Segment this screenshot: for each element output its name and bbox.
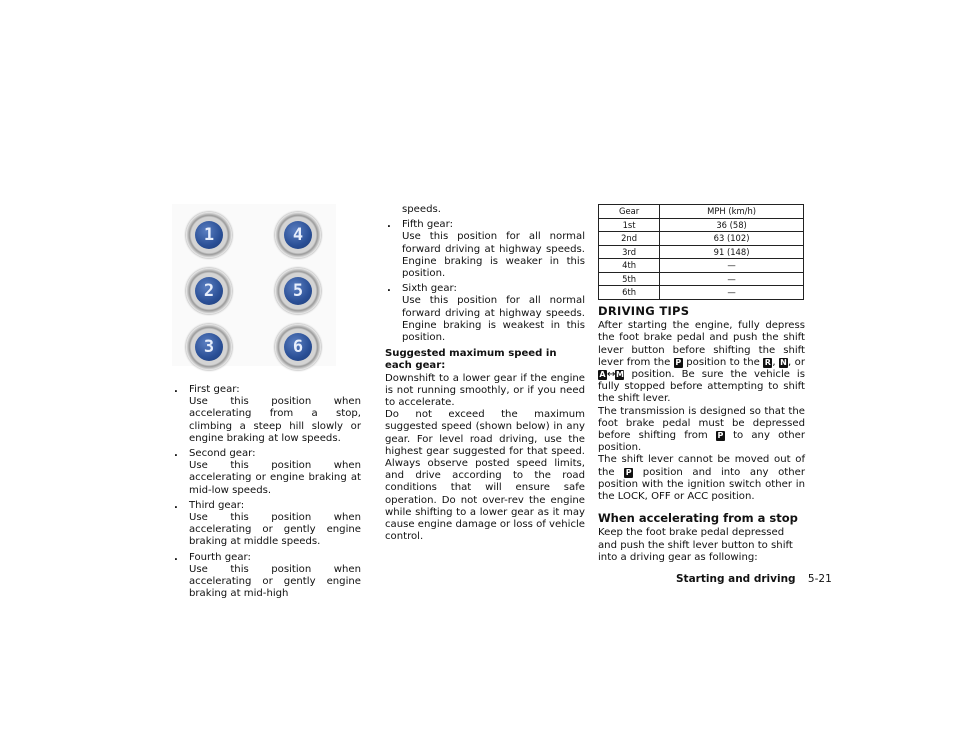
list-item (172, 384, 361, 445)
paragraph: Downshift to a lower gear if the engine is not running smoothly, or if you need to accelerate. (385, 372, 585, 409)
a-position-symbol: A (599, 370, 606, 380)
item-title: Sixth gear: (402, 283, 457, 295)
table-cell: 3rd (599, 245, 660, 259)
table-header: Gear (599, 205, 660, 219)
p-position-symbol: P (625, 467, 632, 477)
accelerating-heading: When accelerating from a stop (598, 511, 798, 526)
column-1 (172, 381, 361, 600)
item-text: Use this position when accelerating or gently engine braking at middle speeds. (189, 512, 361, 548)
section-heading: Suggested maximum speed in each gear: (385, 348, 557, 372)
table-cell: — (660, 286, 804, 300)
gear-dial-icon (186, 324, 232, 370)
gear-number: 1 (195, 221, 223, 249)
gear-dial-icon (186, 212, 232, 258)
table-row (599, 259, 804, 273)
gear-positions-figure (172, 204, 336, 366)
table-header: MPH (km/h) (660, 205, 804, 219)
gear-number: 6 (284, 333, 312, 361)
item-text: Use this position for all normal forward driving at highway speeds. Engine braking is weaker in this position. (402, 231, 585, 280)
gear-number: 4 (284, 221, 312, 249)
item-title: Fifth gear: (402, 219, 453, 231)
bullet-icon: . (387, 283, 391, 295)
item-text: Use this position for all normal forward driving at highway speeds. Engine braking is weakest in this position. (402, 295, 585, 344)
gear-number: 3 (195, 333, 223, 361)
table-row (599, 218, 804, 232)
bullet-icon: . (174, 384, 178, 395)
table-cell: 2nd (599, 232, 660, 246)
table-cell: 36 (58) (660, 218, 804, 232)
table-cell: 6th (599, 286, 660, 300)
item-title: Third gear: (189, 499, 245, 511)
bullet-icon: . (174, 448, 178, 460)
list-item (385, 219, 585, 280)
page-footer (676, 573, 832, 585)
p-position-symbol: P (717, 431, 724, 441)
r-position-symbol: R (764, 357, 771, 367)
gear-dial-icon (275, 268, 321, 314)
list-item (172, 500, 361, 549)
column-2 (385, 204, 585, 543)
column-3 (598, 296, 805, 564)
item-text: Use this position when accelerating or gently engine braking at mid-high (189, 563, 361, 600)
paragraph: After starting the engine, fully depress the foot brake pedal and push the shift lever button before shifting the shift lever from the P position to the R, N, or A↔M position. Be sure the vehicle is fully stopped before attempting to shift the shift lever. (598, 320, 805, 405)
gear-number: 5 (284, 277, 312, 305)
table-row (599, 232, 804, 246)
list-item (172, 448, 361, 497)
table-cell: 63 (102) (660, 232, 804, 246)
page-number: 5-21 (807, 573, 832, 585)
item-title: Second gear: (189, 448, 256, 460)
table-row (599, 272, 804, 286)
bullet-icon: . (387, 219, 391, 231)
p-position-symbol: P (675, 357, 682, 367)
list-item (385, 283, 585, 344)
table-cell: 4th (599, 259, 660, 273)
gear-dial-icon (186, 268, 232, 314)
list-item (172, 552, 361, 601)
section-name: Starting and driving (676, 573, 796, 585)
table-cell: 5th (599, 272, 660, 286)
item-text: Use this position when accelerating or engine braking at mid-low speeds. (189, 460, 361, 496)
n-position-symbol: N (780, 357, 787, 367)
driving-tips-heading: DRIVING TIPS (598, 304, 690, 318)
paragraph: The transmission is designed so that the foot brake pedal must be depressed before shifting from P to any other position. (598, 405, 805, 454)
table-cell: 1st (599, 218, 660, 232)
gear-dial-icon (275, 212, 321, 258)
max-speed-table (598, 204, 804, 300)
table-cell: 91 (148) (660, 245, 804, 259)
bullet-icon: . (174, 499, 178, 511)
continued-text: speeds. (402, 204, 441, 215)
bullet-icon: . (174, 551, 178, 563)
item-text: Use this position when accelerating from a stop, climbing a steep hill slowly or engine braking at low speeds. (189, 396, 361, 444)
paragraph: The shift lever cannot be moved out of the P position and into any other position with the ignition switch other in the LOCK, OFF or ACC position. (598, 454, 805, 503)
m-position-symbol: M (615, 370, 624, 380)
paragraph: Keep the foot brake pedal depressed and push the shift lever button to shift into a driving gear as following: (598, 527, 793, 563)
table-row (599, 245, 804, 259)
gear-dial-icon (275, 324, 321, 370)
gear-number: 2 (195, 277, 223, 305)
paragraph: Do not exceed the maximum suggested speed (shown below) in any gear. For level road driving, use the highest gear suggested for that speed. Always observe posted speed limits, and drive according to the road conditions that will ensure safe operation. Do not over-rev the engine while shifting to a lower gear as it may cause engine damage or loss of vehicle control. (385, 409, 586, 543)
item-title: First gear: (189, 384, 240, 395)
table-cell: — (660, 259, 804, 273)
item-title: Fourth gear: (189, 551, 251, 563)
table-cell: — (660, 272, 804, 286)
